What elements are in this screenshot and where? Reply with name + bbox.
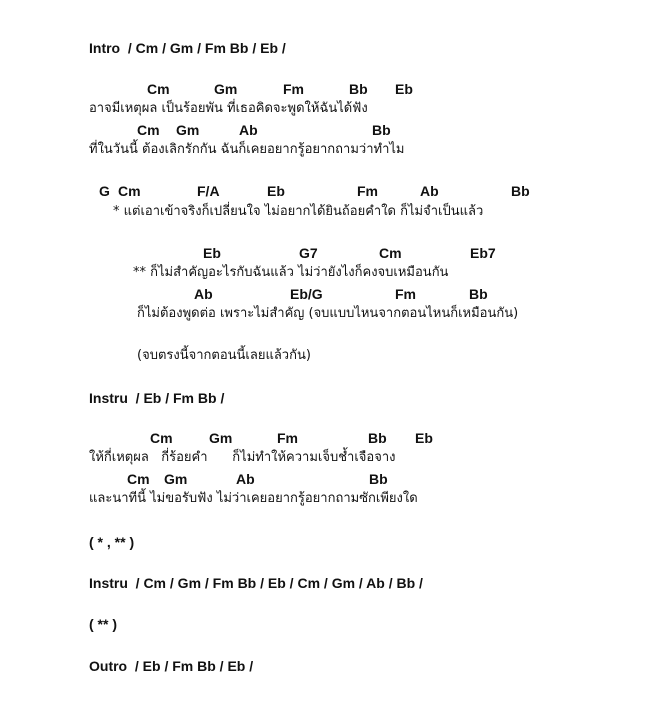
chord: Fm [277,430,298,446]
chorus-lyric-line-1: ** ก็ไม่สำคัญอะไรกับฉันแล้ว ไม่ว่ายังไงก็คงจบเหมือนกัน [133,265,449,280]
verse1-chord-line-1 [0,82,670,98]
chord: Cm [379,245,402,261]
repeat-marker-2: ( ** ) [89,616,117,632]
chord: Ab [420,183,439,199]
chord: Gm [164,471,188,487]
chord: Cm [118,183,141,199]
chord: G7 [299,245,318,261]
chord: Bb [372,122,391,138]
verse1-chord-line-2 [0,123,670,139]
chord: Eb [395,81,413,97]
chord: Bb [469,286,488,302]
verse1-lyric-line-2: ที่ในวันนี้ ต้องเลิกรักกัน ฉันก็เคยอยากรู้อยากถามว่าทำไม [89,142,405,157]
verse2-lyric-line-2: และนาทีนี้ ไม่ขอรับฟัง ไม่ว่าเคยอยากรู้อยากถามซักเพียงใด [89,491,418,506]
chord: Ab [239,122,258,138]
chord: Bb [349,81,368,97]
chord: Eb [415,430,433,446]
chord: G [99,183,110,199]
prechorus-lyric-line: * แต่เอาเข้าจริงก็เปลี่ยนใจ ไม่อยากได้ยินถ้อยคำใด ก็ไม่จำเป็นแล้ว [113,204,484,219]
instrumental-line-2: Instru / Cm / Gm / Fm Bb / Eb / Cm / Gm / Ab / Bb / [89,575,423,591]
verse2-chord-line-2 [0,472,670,488]
chord: Cm [150,430,173,446]
chord: Gm [209,430,233,446]
chord: Cm [147,81,170,97]
chord: Cm [137,122,160,138]
chord: Fm [395,286,416,302]
chord: Bb [511,183,530,199]
chord: Ab [236,471,255,487]
chord: Eb7 [470,245,496,261]
verse2-chord-line-1 [0,431,670,447]
instrumental-line-1: Instru / Eb / Fm Bb / [89,390,225,406]
chord: Eb [203,245,221,261]
repeat-marker-1: ( * , ** ) [89,534,135,550]
chord: F/A [197,183,220,199]
chorus-chord-line-1 [0,246,670,262]
chord: Ab [194,286,213,302]
chord: Fm [283,81,304,97]
chorus-lyric-line-2: ก็ไม่ต้องพูดต่อ เพราะไม่สำคัญ (จบแบบไหนจากตอนไหนก็เหมือนกัน) [137,306,519,321]
chord: Fm [357,183,378,199]
chord: Cm [127,471,150,487]
chord: Eb [267,183,285,199]
outro-line: Outro / Eb / Fm Bb / Eb / [89,658,254,674]
verse1-lyric-line-1: อาจมีเหตุผล เป็นร้อยพัน ที่เธอคิดจะพูดให้ฉันได้ฟัง [89,101,368,116]
chord: Bb [368,430,387,446]
verse2-lyric-line-1: ให้กี่เหตุผล กี่ร้อยคำ ก็ไม่ทำให้ความเจ็บช้ำเจือจาง [89,450,396,465]
chorus-chord-line-2 [0,287,670,303]
chorus-lyric-line-3: (จบตรงนี้จากตอนนี้เลยแล้วกัน) [137,348,311,363]
chord: Eb/G [290,286,323,302]
chord: Gm [214,81,238,97]
prechorus-chord-line [0,184,670,200]
chord: Bb [369,471,388,487]
chord: Gm [176,122,200,138]
intro-line: Intro / Cm / Gm / Fm Bb / Eb / [89,40,286,56]
